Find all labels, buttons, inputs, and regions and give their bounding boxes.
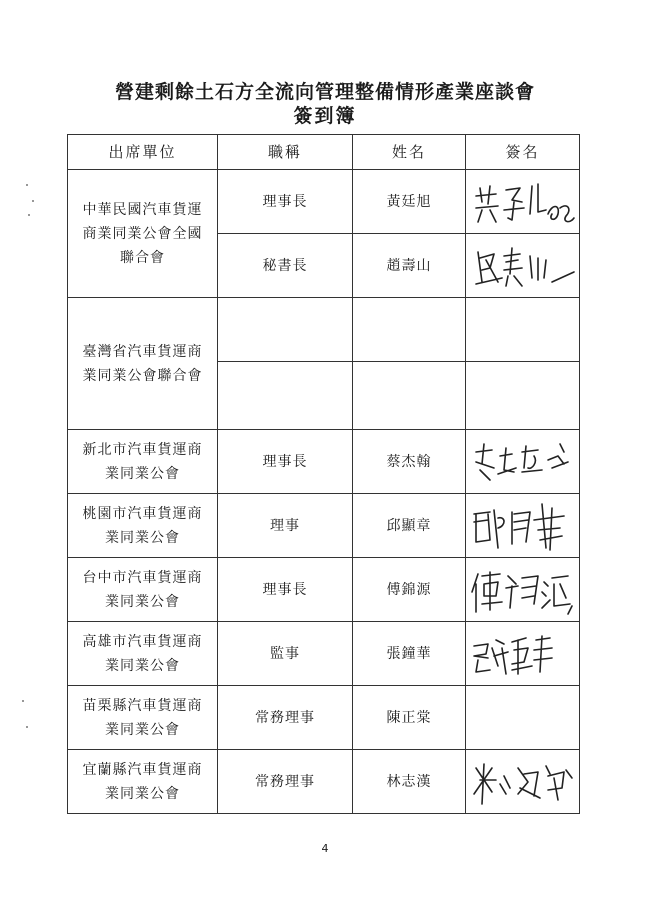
position-cell: 監事 [218,622,353,686]
unit-cell: 台中市汽車貨運商業同業公會 [68,558,218,622]
signature-cell [466,558,580,622]
header-name: 姓名 [353,135,466,170]
signature-cell [466,494,580,558]
position-cell [218,298,353,362]
sign-in-table [67,134,580,814]
signature-cell [466,170,580,234]
signature-cell [466,298,580,362]
table-row [68,686,580,750]
position-cell: 常務理事 [218,750,353,814]
table-row [68,298,580,362]
header-signature: 簽名 [466,135,580,170]
position-cell: 理事長 [218,170,353,234]
handwritten-signature [468,562,578,618]
handwritten-signature [468,434,578,490]
name-cell: 黃廷旭 [353,170,466,234]
unit-cell: 桃園市汽車貨運商業同業公會 [68,494,218,558]
table-row [68,430,580,494]
page-number: 4 [321,842,329,855]
name-cell: 林志漢 [353,750,466,814]
scan-speck [26,184,28,186]
table-row [68,170,580,234]
scan-speck [22,700,24,702]
name-cell: 傅錦源 [353,558,466,622]
unit-cell: 中華民國汽車貨運商業同業公會全國聯合會 [68,170,218,298]
scan-speck [26,726,28,728]
name-cell: 蔡杰翰 [353,430,466,494]
signature-cell [466,686,580,750]
name-cell: 趙壽山 [353,234,466,298]
name-cell: 邱顯章 [353,494,466,558]
handwritten-signature [468,238,578,294]
name-cell [353,362,466,430]
position-cell: 秘書長 [218,234,353,298]
unit-cell: 苗栗縣汽車貨運商業同業公會 [68,686,218,750]
unit-cell: 高雄市汽車貨運商業同業公會 [68,622,218,686]
position-cell: 理事長 [218,558,353,622]
name-cell: 張鐘華 [353,622,466,686]
handwritten-signature [468,498,578,554]
signature-cell [466,234,580,298]
scan-speck [32,200,34,202]
header-unit: 出席單位 [68,135,218,170]
header-position: 職稱 [218,135,353,170]
scan-speck [28,214,30,216]
table-row [68,558,580,622]
position-cell: 理事 [218,494,353,558]
name-cell: 陳正棠 [353,686,466,750]
signature-cell [466,622,580,686]
handwritten-signature [468,174,578,230]
position-cell [218,362,353,430]
name-cell [353,298,466,362]
table-row [68,494,580,558]
table-row [68,750,580,814]
signature-cell [466,362,580,430]
position-cell: 常務理事 [218,686,353,750]
signature-cell [466,430,580,494]
position-cell: 理事長 [218,430,353,494]
document-title: 營建剩餘土石方全流向管理整備情形產業座談會 [114,81,535,103]
unit-cell: 新北市汽車貨運商業同業公會 [68,430,218,494]
signature-cell [466,750,580,814]
handwritten-signature [468,626,578,682]
unit-cell: 宜蘭縣汽車貨運商業同業公會 [68,750,218,814]
table-row [68,622,580,686]
document-subtitle: 簽到簿 [293,105,357,127]
unit-cell: 臺灣省汽車貨運商業同業公會聯合會 [68,298,218,430]
table-header-row [68,135,580,170]
handwritten-signature [468,754,578,810]
